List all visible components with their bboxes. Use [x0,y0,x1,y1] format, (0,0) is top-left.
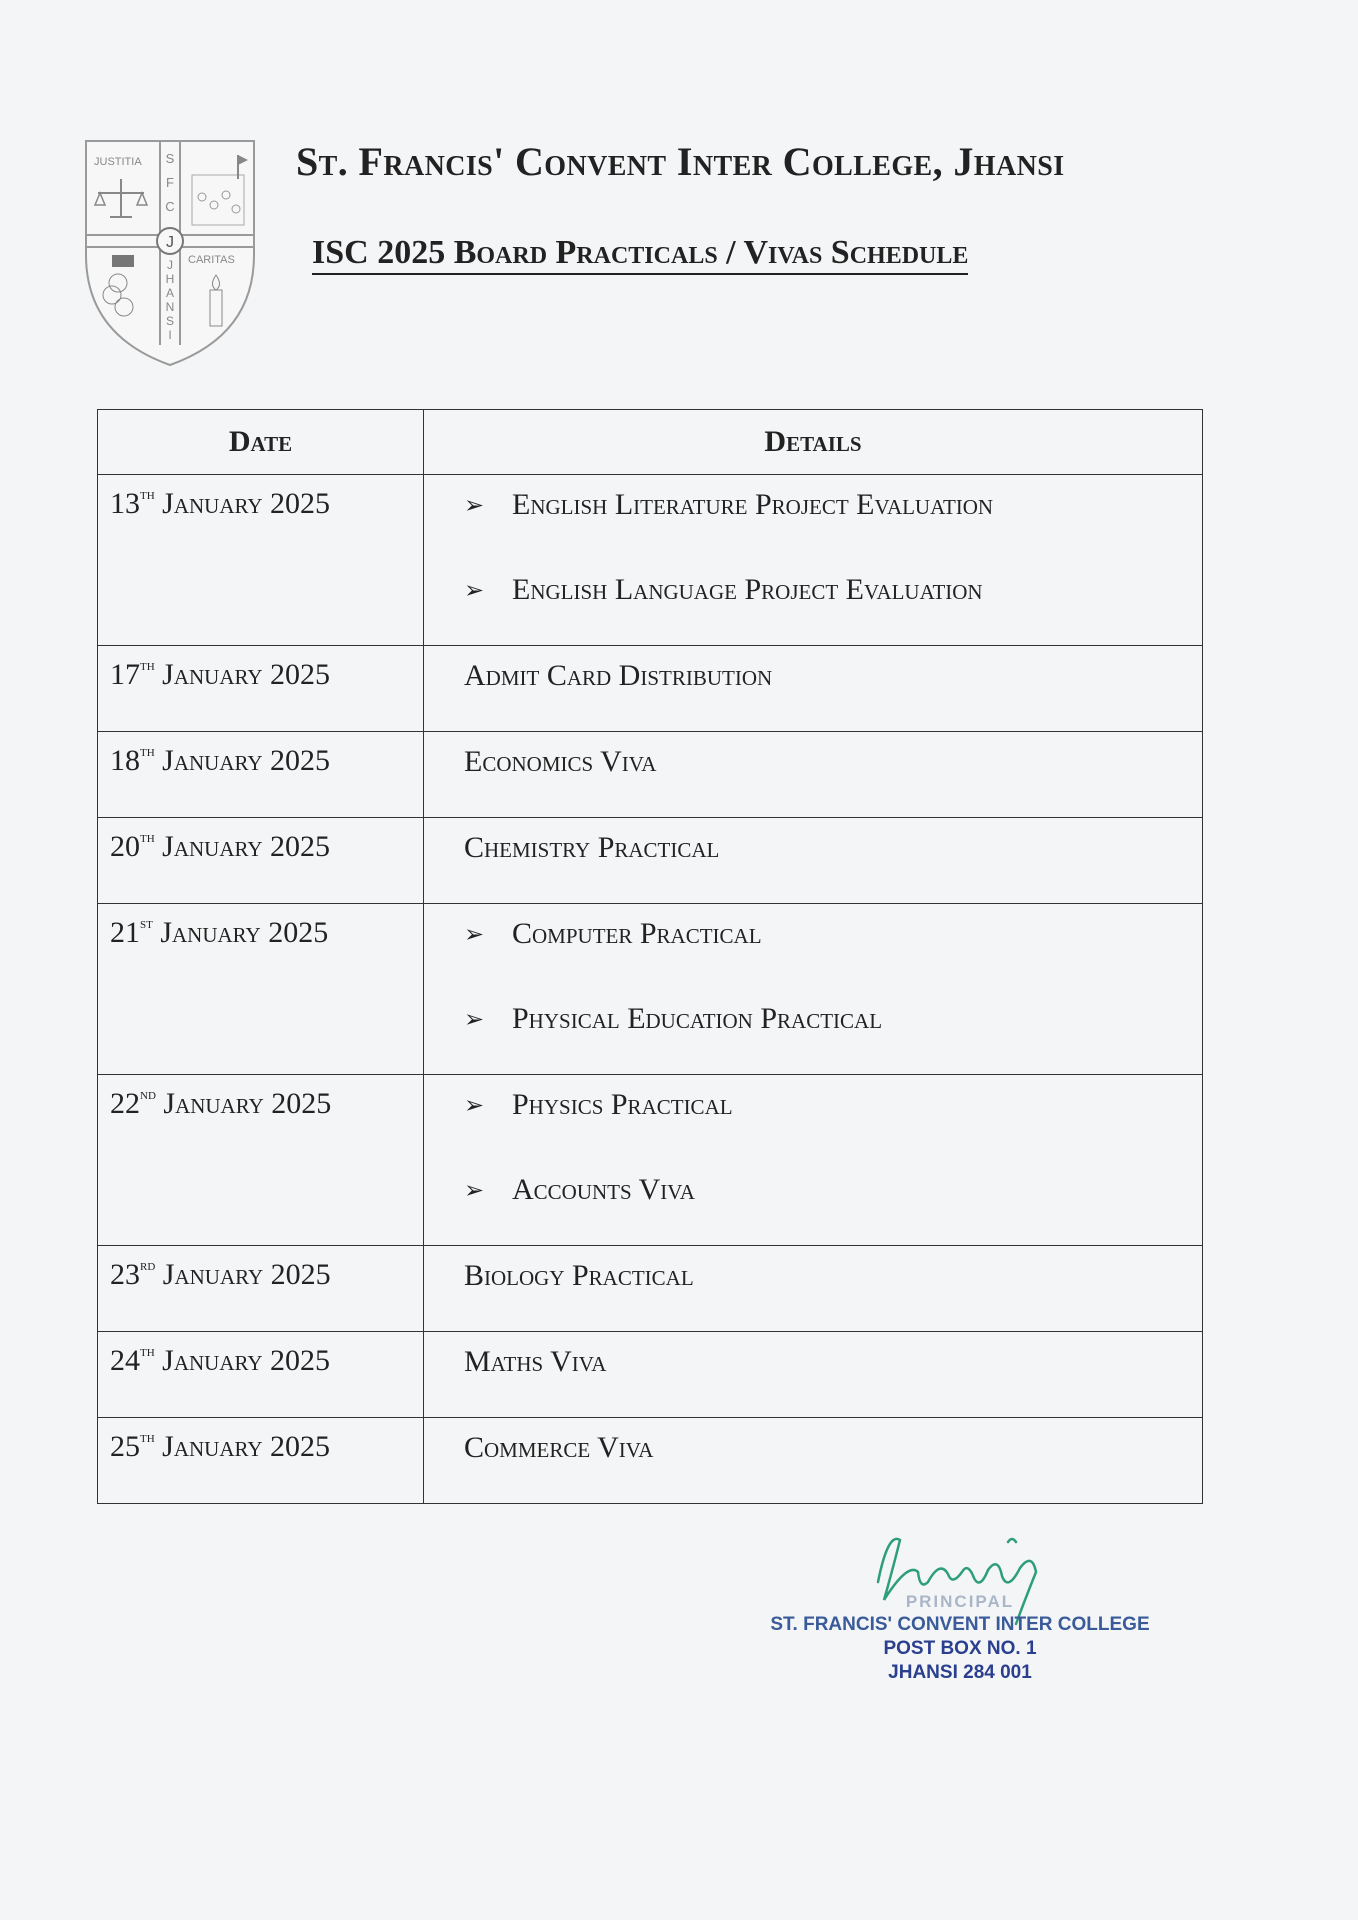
schedule-details-cell [424,475,1203,646]
date-suffix: th [140,829,155,846]
detail-item [464,1430,1202,1466]
crest-initial-letter: C [165,199,175,214]
detail-item [464,1172,1202,1208]
stamp-city: JHANSI 284 001 [888,1662,1032,1683]
date-month-year: January 2025 [160,916,329,949]
signature-text: Sr. Meshing [848,1512,853,1513]
date-day: 13 [110,487,140,520]
schedule-date-cell [98,732,424,818]
arrow-bullet-icon: ➢ [464,1005,485,1033]
schedule-row [98,646,1203,732]
detail-item [464,744,1202,780]
arrow-bullet-icon: ➢ [464,1176,485,1204]
detail-item [464,916,1202,952]
schedule-row [98,1332,1203,1418]
crest-center-letter: J [166,234,174,251]
date-month-year: January 2025 [162,487,331,520]
schedule-row [98,475,1203,646]
detail-item-text: Chemistry Practical [464,831,720,864]
crest-city-letter: S [165,314,175,328]
date-month-year: January 2025 [162,1258,331,1291]
arrow-bullet-icon: ➢ [464,920,485,948]
schedule-date-cell [98,1332,424,1418]
date-month-year: January 2025 [162,1430,331,1463]
schedule-details-cell [424,904,1203,1075]
detail-item [464,1001,1202,1037]
schedule-row [98,1246,1203,1332]
arrow-bullet-icon: ➢ [464,1091,485,1119]
college-stamp [740,1592,1180,1684]
date-suffix: th [140,743,155,760]
crest-initials [165,151,174,214]
crest-city-letter: N [165,300,175,314]
schedule-details-cell [424,818,1203,904]
arrow-bullet-icon: ➢ [464,491,485,519]
crest-initial-letter: S [165,151,175,166]
schedule-row [98,1075,1203,1246]
schedule-details-cell [424,1418,1203,1504]
date-month-year: January 2025 [162,744,331,777]
date-suffix: th [140,486,155,503]
crest-initial-letter: F [166,175,174,190]
schedule-row [98,904,1203,1075]
date-day: 21 [110,916,140,949]
detail-item-text: Admit Card Distribution [464,659,773,692]
detail-item-text: Maths Viva [464,1345,607,1378]
date-month-year: January 2025 [163,1087,332,1120]
detail-item [464,487,1202,523]
schedule-table [97,409,1203,1504]
detail-item-text: English Language Project Evaluation [512,573,983,606]
detail-item-text: Physics Practical [512,1088,733,1121]
detail-item-text: Accounts Viva [512,1173,695,1206]
schedule-row [98,732,1203,818]
date-day: 24 [110,1344,140,1377]
date-month-year: January 2025 [162,1344,331,1377]
date-day: 22 [110,1087,140,1120]
details-column-header: Details [424,410,1203,475]
schedule-details-cell [424,1075,1203,1246]
detail-item-text: Commerce Viva [464,1431,654,1464]
schedule-date-cell [98,1418,424,1504]
detail-item-text: Physical Education Practical [512,1002,883,1035]
date-suffix: th [140,1343,155,1360]
schedule-row [98,818,1203,904]
schedule-details-cell [424,1246,1203,1332]
crest-motto-left: JUSTITIA [94,156,142,168]
detail-item [464,1258,1202,1294]
schedule-details-cell [424,646,1203,732]
detail-item [464,1344,1202,1380]
date-day: 23 [110,1258,140,1291]
detail-item [464,830,1202,866]
stamp-post-box: POST BOX NO. 1 [883,1638,1037,1659]
date-day: 17 [110,658,140,691]
detail-item-text: Economics Viva [464,745,657,778]
date-day: 20 [110,830,140,863]
schedule-date-cell [98,646,424,732]
schedule-details-cell [424,732,1203,818]
school-name: St. Francis' Convent Inter College, Jhansi [296,139,1065,184]
date-month-year: January 2025 [162,658,331,691]
schedule-date-cell [98,1075,424,1246]
schedule-title-text: ISC 2025 Board Practicals / Vivas Schedule [312,234,968,275]
date-suffix: st [140,915,153,932]
date-month-year: January 2025 [162,830,331,863]
schedule-body [98,475,1203,1504]
detail-item-text: English Literature Project Evaluation [512,488,994,521]
date-column-header: Date [98,410,424,475]
crest-city-letter: H [165,272,175,286]
crest-city-letter: A [165,286,175,300]
college-crest-logo [80,135,260,370]
schedule-date-cell [98,904,424,1075]
detail-item [464,658,1202,694]
date-suffix: nd [140,1086,156,1103]
crest-city-letter: I [168,328,172,342]
table-header-row [98,410,1203,475]
crest-city-letter: J [167,258,173,272]
detail-item [464,572,1202,608]
arrow-bullet-icon: ➢ [464,576,485,604]
stamp-role: PRINCIPAL [905,1592,1015,1611]
date-suffix: th [140,1429,155,1446]
date-day: 18 [110,744,140,777]
schedule-title [312,234,1212,272]
schedule-details-cell [424,1332,1203,1418]
schedule-row [98,1418,1203,1504]
date-suffix: th [140,657,155,674]
crest-motto-right: CARITAS [188,254,235,266]
stamp-college-name: ST. FRANCIS' CONVENT INTER COLLEGE [770,1614,1150,1635]
date-suffix: rd [140,1257,156,1274]
detail-item-text: Computer Practical [512,917,762,950]
crest-shield-icon [80,135,260,370]
date-day: 25 [110,1430,140,1463]
schedule-date-cell [98,1246,424,1332]
detail-item [464,1087,1202,1123]
schedule-date-cell [98,475,424,646]
detail-item-text: Biology Practical [464,1259,694,1292]
schedule-date-cell [98,818,424,904]
